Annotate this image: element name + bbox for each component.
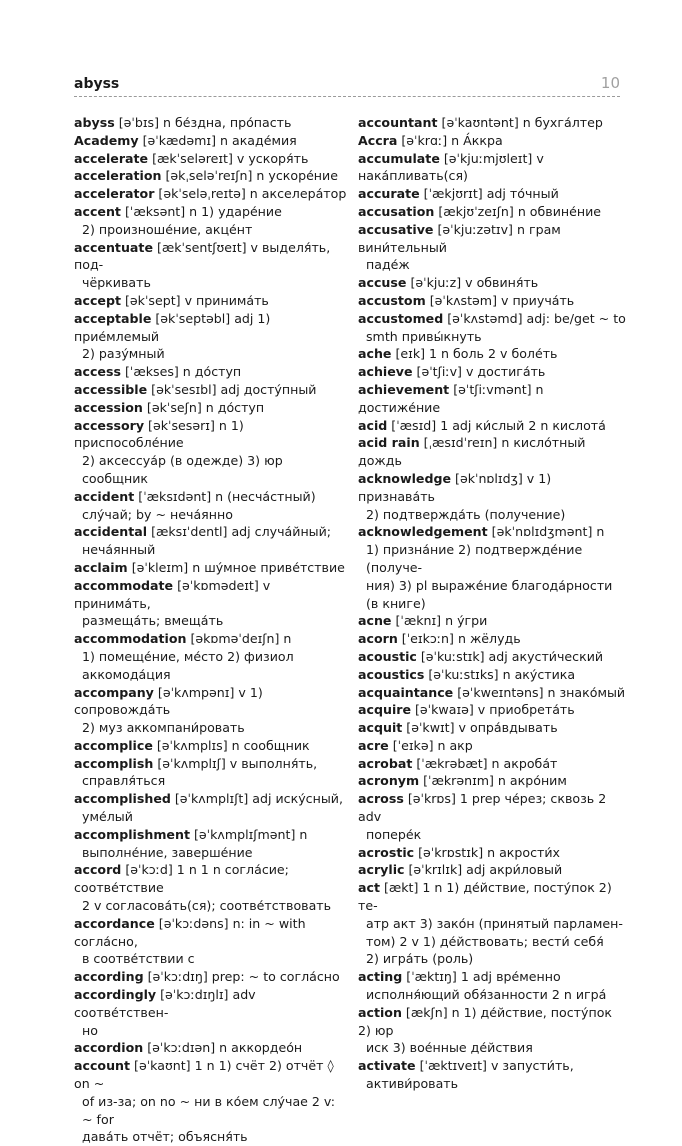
- entry-definition: [əˈkrɪlɪk] adj акри́ловый: [404, 862, 563, 878]
- entry-headword: acid: [358, 417, 388, 433]
- entry-continuation: слу́чай; by ~ неча́янно: [82, 506, 233, 522]
- entry-definition: [ˈæknɪ] n у́гри: [391, 613, 488, 629]
- dictionary-entry: [358, 612, 628, 630]
- entry-headword: across: [358, 791, 404, 807]
- dictionary-entry: [358, 772, 628, 790]
- dictionary-entry: [358, 844, 628, 862]
- entry-definition: [əkˈsesərɪ] n 1) приспособле́ние: [74, 417, 244, 451]
- dictionary-entry: [358, 345, 628, 363]
- entry-continuation: выполне́ние, заверше́ние: [82, 844, 253, 860]
- entry-headword: acrostic: [358, 844, 415, 860]
- dictionary-entry: [74, 684, 348, 737]
- entry-continuation: атр акт 3) зако́н (принятый парламен-: [366, 915, 623, 931]
- entry-definition: [əˈtʃiːvmənt] n достиже́ние: [358, 381, 544, 415]
- dictionary-entry: [358, 417, 628, 435]
- entry-headword: acne: [358, 613, 392, 629]
- dictionary-entry: [74, 737, 348, 755]
- entry-definition: [əˈkjuːz] v обвиня́ть: [406, 275, 539, 291]
- entry-definition: [əkˈsesɪbl] adj досту́пный: [147, 381, 317, 397]
- entry-headword: account: [74, 1058, 131, 1074]
- entry-headword: accidental: [74, 524, 148, 540]
- entry-headword: acclaim: [74, 559, 128, 575]
- entry-definition: [əkˌseləˈreɪʃn] n ускоре́ние: [161, 168, 338, 184]
- dictionary-entry: [358, 434, 628, 470]
- entry-headword: accident: [74, 488, 135, 504]
- entry-continuation: ния) 3) pl выраже́ние благода́рности: [366, 577, 613, 593]
- entry-definition: [əˈkɔːdəns] n: in ~ with согла́сно,: [74, 915, 306, 949]
- entry-headword: abyss: [74, 115, 115, 130]
- dictionary-entry: [358, 523, 628, 612]
- dictionary-entry: [74, 1039, 348, 1057]
- entry-definition: [əˈkrɒs] 1 prep че́рез; сквозь 2 adv: [358, 791, 607, 825]
- entry-definition: [ˈæktɪveɪt] v запусти́ть,: [415, 1058, 574, 1074]
- entry-continuation: размеща́ть; вмеща́ть: [82, 613, 224, 629]
- entry-definition: [ˈækses] n до́ступ: [120, 364, 242, 380]
- entry-continuation: 2) разу́мный: [82, 346, 165, 362]
- entry-continuation: 1) помеще́ние, ме́сто 2) физиол: [82, 648, 294, 664]
- dictionary-entry: [358, 274, 628, 292]
- dictionary-entry: [74, 167, 348, 185]
- entry-headword: act: [358, 880, 380, 896]
- dictionary-entry: [74, 826, 348, 862]
- dictionary-entry: [74, 755, 348, 791]
- dictionary-entry: [358, 861, 628, 879]
- running-head-word: abyss: [74, 76, 120, 92]
- page-number: 10: [600, 74, 620, 92]
- entry-continuation: 2) муз аккомпани́ровать: [82, 720, 245, 736]
- entry-headword: acknowledgement: [358, 524, 488, 540]
- entry-definition: [ˈeɪkə] n акр: [388, 737, 473, 753]
- entry-definition: [əˈkaʊntənt] n бухга́лтер: [437, 115, 603, 130]
- entry-definition: [əˈkɔːdɪŋ] prep: ~ to согла́сно: [143, 969, 340, 985]
- entry-definition: [əˈbɪs] n бе́здна, про́пасть: [114, 115, 292, 130]
- entry-definition: [əˈkʌmpənɪ] v 1) сопровожда́ть: [74, 684, 263, 718]
- entry-continuation: уме́лый: [82, 809, 133, 825]
- entry-definition: [əkˈnɒlɪdʒ] v 1) признава́ть: [358, 470, 552, 504]
- entry-definition: [əˈkaʊnt] 1 n 1) счёт 2) отчёт ◊ on ~: [74, 1058, 334, 1092]
- dictionary-entry: [358, 185, 628, 203]
- dictionary-entry: [74, 185, 348, 203]
- entry-definition: [ækˈsentʃʊeɪt] v выделя́ть, под-: [74, 239, 331, 273]
- entry-headword: acceptable: [74, 310, 152, 326]
- entry-headword: accessory: [74, 417, 145, 433]
- entry-definition: [ˌæsɪdˈreɪn] n кисло́тный дождь: [358, 435, 586, 469]
- entry-headword: Accra: [358, 132, 398, 148]
- dictionary-entry: [74, 239, 348, 292]
- entry-definition: [əˈkædəmɪ] n акаде́мия: [138, 132, 297, 148]
- entry-headword: accent: [74, 203, 121, 219]
- dictionary-entry: [358, 1004, 628, 1057]
- entry-definition: [əˈkɒmədeɪt] v принима́ть,: [74, 577, 271, 611]
- entry-definition: [əˈkɔːd] 1 n 1 n согла́сие; соотве́тствие: [74, 862, 289, 896]
- entry-definition: [əˈkwaɪə] v приобрета́ть: [411, 702, 575, 718]
- dictionary-entry: [74, 488, 348, 524]
- entry-headword: accompany: [74, 684, 154, 700]
- entry-headword: acceleration: [74, 168, 162, 184]
- entry-headword: access: [74, 364, 121, 380]
- entry-definition: [əkˈsept] v принима́ть: [121, 292, 269, 308]
- entry-headword: accusative: [358, 221, 434, 237]
- entry-definition: [əkɒməˈdeɪʃn] n: [186, 631, 292, 647]
- entry-headword: acquire: [358, 702, 412, 718]
- entry-headword: action: [358, 1004, 402, 1020]
- entry-continuation: 2) игра́ть (роль): [366, 951, 474, 967]
- dictionary-entry: [358, 203, 628, 221]
- entry-headword: accustomed: [358, 310, 444, 326]
- dictionary-entry: [74, 523, 348, 559]
- entry-headword: accountant: [358, 115, 438, 130]
- dictionary-entry: [74, 968, 348, 986]
- dictionary-entry: [74, 363, 348, 381]
- entry-definition: [əkˈseʃn] n до́ступ: [142, 399, 265, 415]
- entry-headword: accordingly: [74, 987, 157, 1003]
- dictionary-entry: [74, 1057, 348, 1146]
- entry-continuation: (в книге): [366, 595, 426, 611]
- entry-definition: [əˈkʌmplɪʃmənt] n: [189, 826, 308, 842]
- dictionary-entry: [358, 132, 628, 150]
- entry-definition: [ˈæktɪŋ] 1 adj вре́менно: [402, 969, 561, 985]
- entry-definition: [ækjʊˈzeɪʃn] n обвине́ние: [434, 203, 602, 219]
- entry-headword: acquaintance: [358, 684, 454, 700]
- dictionary-entry: [358, 630, 628, 648]
- dictionary-entry: [74, 790, 348, 826]
- entry-headword: acid rain: [358, 435, 420, 451]
- entry-headword: achievement: [358, 381, 450, 397]
- entry-headword: acknowledge: [358, 470, 452, 486]
- right-column: [358, 114, 628, 1093]
- dictionary-entry: [358, 648, 628, 666]
- entry-definition: [æksɪˈdentl] adj случа́йный;: [147, 524, 332, 540]
- entry-headword: accomplished: [74, 791, 171, 807]
- entry-continuation: попере́к: [366, 826, 422, 842]
- entry-definition: [əˈkuːstɪk] adj акусти́ческий: [416, 648, 604, 664]
- dictionary-entry: [74, 577, 348, 630]
- dictionary-entry: [358, 755, 628, 773]
- entry-headword: accept: [74, 292, 122, 308]
- entry-headword: accession: [74, 399, 143, 415]
- dictionary-entry: [358, 968, 628, 1004]
- entry-continuation: паде́ж: [366, 257, 410, 273]
- dictionary-entry: [74, 132, 348, 150]
- entry-definition: [əˈkuːstɪks] n аку́стика: [424, 666, 576, 682]
- entry-definition: [əˈtʃiːv] v достига́ть: [412, 364, 546, 380]
- entry-headword: activate: [358, 1058, 416, 1074]
- dictionary-entry: [358, 737, 628, 755]
- entry-headword: acting: [358, 969, 403, 985]
- entry-definition: [əˈkrɒstɪk] n акрости́х: [414, 844, 561, 860]
- entry-continuation: дава́ть отчёт; объясня́ть: [82, 1129, 248, 1145]
- dictionary-entry: [74, 630, 348, 683]
- entry-headword: accumulate: [358, 150, 440, 166]
- entry-definition: [eɪk] 1 n боль 2 v боле́ть: [391, 346, 558, 362]
- dictionary-entry: [74, 203, 348, 239]
- entry-continuation: том) 2 v 1) де́йствовать; вести́ себя́: [366, 933, 604, 949]
- entry-headword: acquit: [358, 720, 403, 736]
- entry-headword: accusation: [358, 203, 435, 219]
- dictionary-entry: [358, 292, 628, 310]
- dictionary-entry: [74, 915, 348, 968]
- entry-definition: [əkˈseptəbl] adj 1) прие́млемый: [74, 310, 271, 344]
- dictionary-entry: [74, 310, 348, 363]
- entry-continuation: 2 v согласова́ть(ся); соотве́тствовать: [82, 898, 332, 914]
- entry-headword: acrylic: [358, 862, 405, 878]
- dictionary-entry: [358, 666, 628, 684]
- entry-definition: [əˈkjuːzətɪv] n грам вини́тельный: [358, 221, 561, 255]
- entry-headword: acre: [358, 737, 389, 753]
- entry-definition: [əˈkweɪntəns] n знако́мый: [453, 684, 626, 700]
- entry-definition: [əˈkleɪm] n шу́мное приве́тствие: [127, 559, 345, 575]
- dictionary-entry: [74, 417, 348, 488]
- entry-headword: accentuate: [74, 239, 153, 255]
- entry-headword: accomplish: [74, 755, 154, 771]
- dictionary-entry: [358, 470, 628, 523]
- entry-continuation: чёркивать: [82, 275, 151, 291]
- entry-headword: acronym: [358, 773, 420, 789]
- entry-definition: [ˈæksɪdənt] n (несча́стный): [134, 488, 316, 504]
- entry-definition: [əkˈseləˌreɪtə] n акселера́тор: [154, 186, 347, 202]
- entry-headword: accuse: [358, 275, 407, 291]
- entry-headword: acrobat: [358, 755, 413, 771]
- dictionary-entry: [358, 221, 628, 274]
- entry-continuation: 2) аксессуа́р (в одежде) 3) юр сообщник: [82, 453, 283, 486]
- dictionary-entry: [358, 684, 628, 702]
- entry-definition: [ˈækrənɪm] n акро́ним: [419, 773, 567, 789]
- entry-definition: [əˈkwɪt] v опра́вдывать: [402, 720, 558, 736]
- dictionary-entry: [74, 559, 348, 577]
- entry-headword: accelerator: [74, 186, 155, 202]
- entry-definition: [ækt] 1 n 1) де́йствие, посту́пок 2) те-: [358, 880, 612, 914]
- entry-headword: accelerate: [74, 150, 149, 166]
- entry-continuation: активи́ровать: [366, 1076, 459, 1092]
- entry-definition: [əˈkʌmplɪs] n сообщник: [152, 737, 310, 753]
- dictionary-entry: [358, 310, 628, 346]
- entry-definition: [əˈkʌmplɪʃ] v выполня́ть,: [153, 755, 318, 771]
- dictionary-entry: [74, 381, 348, 399]
- entry-headword: accomplice: [74, 737, 153, 753]
- entry-continuation: справля́ться: [82, 773, 166, 789]
- entry-definition: [ˈækjʊrɪt] adj то́чный: [419, 186, 559, 202]
- entry-definition: [əˈkʌstəm] v приуча́ть: [425, 292, 575, 308]
- header-divider: [74, 96, 620, 97]
- entry-headword: accurate: [358, 186, 420, 202]
- dictionary-entry: [358, 790, 628, 843]
- dictionary-entry: [358, 719, 628, 737]
- entry-headword: according: [74, 969, 144, 985]
- entry-headword: accustom: [358, 292, 426, 308]
- dictionary-entry: [74, 292, 348, 310]
- entry-headword: accomplishment: [74, 826, 190, 842]
- entry-definition: [əˈkʌmplɪʃt] adj иску́сный,: [170, 791, 343, 807]
- entry-definition: [ækˈseləreɪt] v ускоря́ть: [148, 150, 309, 166]
- entry-headword: acoustic: [358, 648, 417, 664]
- entry-definition: [əˈkjuːmjʊleɪt] v нака́пливать(ся): [358, 150, 544, 184]
- entry-definition: [ˈæksənt] n 1) ударе́ние: [120, 203, 282, 219]
- entry-definition: [əkˈnɒlɪdʒmənt] n: [487, 524, 605, 540]
- entry-headword: accordance: [74, 915, 155, 931]
- entry-definition: [əˈkrɑː] n А́ккра: [397, 132, 503, 148]
- entry-headword: achieve: [358, 364, 413, 380]
- entry-definition: [ˈæsɪd] 1 adj ки́слый 2 n кислота́: [387, 417, 606, 433]
- entry-definition: [əˈkɔːdɪŋlɪ] adv соотве́тствен-: [74, 987, 256, 1020]
- entry-headword: accord: [74, 862, 122, 878]
- dictionary-entry: [358, 381, 628, 417]
- dictionary-entry: [74, 114, 348, 132]
- entry-definition: [əˈkʌstəmd] adj: be/get ~ to: [443, 310, 626, 326]
- entry-headword: accessible: [74, 381, 148, 397]
- dictionary-entry: [358, 150, 628, 186]
- entry-headword: ache: [358, 346, 392, 362]
- entry-continuation: 2) произноше́ние, акце́нт: [82, 221, 253, 237]
- dictionary-entry: [74, 150, 348, 168]
- dictionary-entry: [74, 986, 348, 1039]
- dictionary-entry: [74, 861, 348, 914]
- entry-continuation: но: [82, 1022, 98, 1038]
- dictionary-entry: [358, 701, 628, 719]
- dictionary-entry: [74, 399, 348, 417]
- entry-definition: [ækʃn] n 1) де́йствие, посту́пок 2) юр: [358, 1004, 613, 1038]
- entry-continuation: smth привы́кнуть: [366, 328, 482, 344]
- entry-continuation: в соотве́тствии с: [82, 951, 195, 967]
- entry-continuation: иск 3) вое́нные де́йствия: [366, 1040, 533, 1056]
- entry-continuation: 1) призна́ние 2) подтвержде́ние (получе-: [366, 542, 583, 575]
- dictionary-entry: [358, 1057, 628, 1093]
- entry-definition: [əˈkɔːdɪən] n аккордео́н: [143, 1040, 303, 1056]
- entry-headword: Academy: [74, 132, 139, 148]
- dictionary-entry: [358, 363, 628, 381]
- entry-headword: accommodate: [74, 577, 174, 593]
- entry-continuation: 2) подтвержда́ть (получение): [366, 506, 566, 522]
- dictionary-entry: [358, 114, 628, 132]
- entry-headword: acorn: [358, 631, 398, 647]
- dictionary-entry: [358, 879, 628, 968]
- entry-continuation: of из-за; on no ~ ни в ко́ем слу́чае 2 v: ~ for: [82, 1093, 335, 1127]
- entry-definition: [ˈeɪkɔːn] n жёлудь: [397, 631, 521, 647]
- entry-definition: [ˈækrəbæt] n акроба́т: [412, 755, 558, 771]
- entry-continuation: аккомода́ция: [82, 666, 171, 682]
- entry-continuation: неча́янный: [82, 542, 156, 558]
- entry-headword: acoustics: [358, 666, 425, 682]
- left-column: [74, 114, 348, 1146]
- entry-headword: accommodation: [74, 631, 187, 647]
- entry-continuation: исполня́ющий обя́занности 2 n игра́: [366, 987, 607, 1003]
- entry-headword: accordion: [74, 1040, 144, 1056]
